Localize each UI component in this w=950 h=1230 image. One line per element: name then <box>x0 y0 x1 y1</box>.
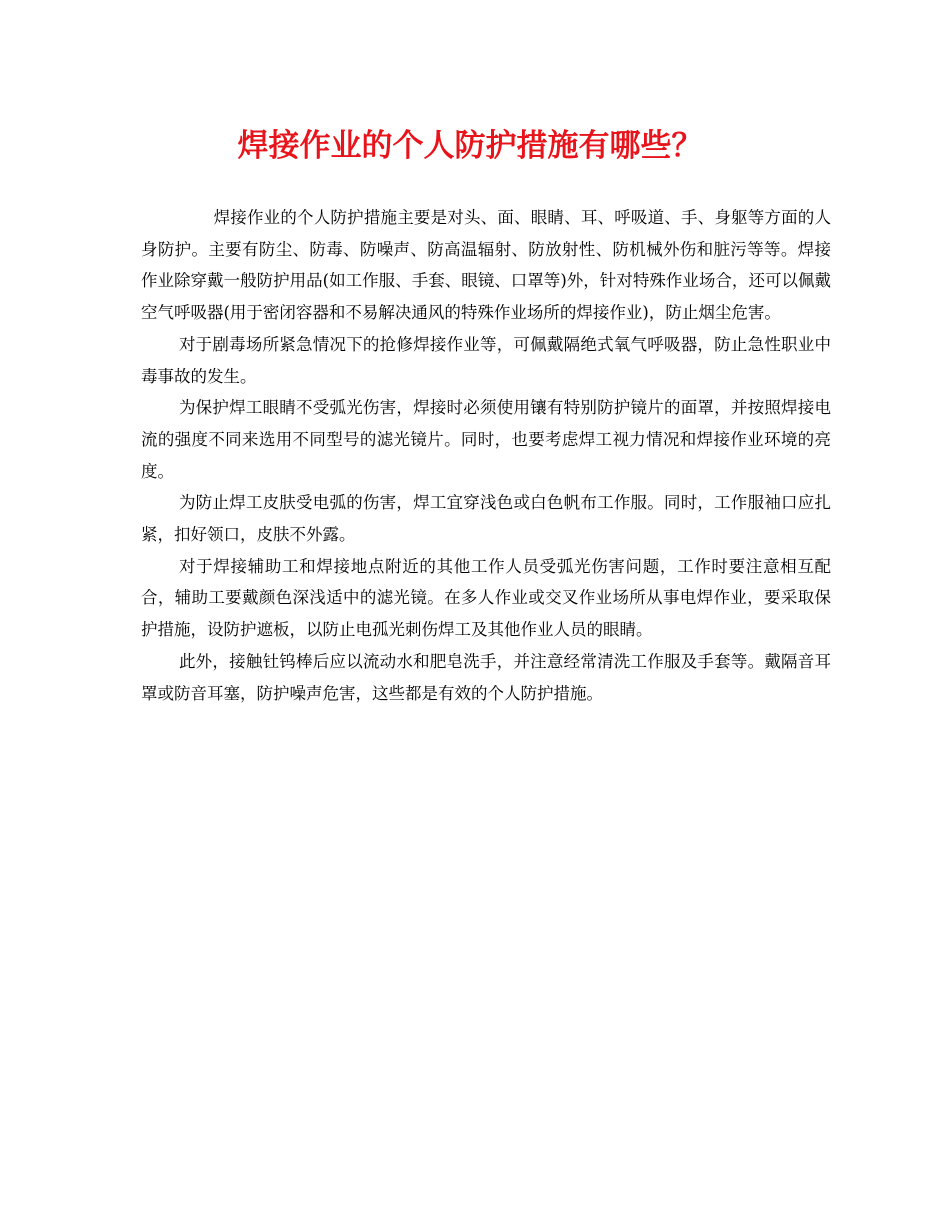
paragraph-4: 为防止焊工皮肤受电弧的伤害，焊工宜穿浅色或白色帆布工作服。同时，工作服袖口应扎紧，扣好领口，皮肤不外露。 <box>141 493 831 545</box>
paragraph-5: 对于焊接辅助工和焊接地点附近的其他工作人员受弧光伤害问题，工作时要注意相互配合，辅助工要戴颜色深浅适中的滤光镜。在多人作业或交叉作业场所从事电焊作业，要采取保护措施，设防护遮板，以防止电孤光刺伤焊工及其他作业人员的眼睛。 <box>141 556 831 640</box>
document-title: 焊接作业的个人防护措施有哪些？ <box>237 128 703 164</box>
paragraph-6: 此外，接触钍钨棒后应以流动水和肥皂洗手，并注意经常清洗工作服及手套等。戴隔音耳罩或防音耳塞，防护噪声危害，这些都是有效的个人防护措施。 <box>141 651 831 703</box>
paragraph-2: 对于剧毒场所紧急情况下的抢修焊接作业等，可佩戴隔绝式氧气呼吸器，防止急性职业中毒事故的发生。 <box>141 334 831 386</box>
paragraph-1: 焊接作业的个人防护措施主要是对头、面、眼睛、耳、呼吸道、手、身躯等方面的人身防护。主要有防尘、防毒、防噪声、防高温辐射、防放射性、防机械外伤和脏污等等。焊接作业除穿戴一般防护用品(如工作服、手套、眼镜、口罩等)外，针对特殊作业场合，还可以佩戴空气呼吸器(用于密闭容器和不易解决通风的特殊作业场所的焊接作业)，防止烟尘危害。 <box>141 208 831 323</box>
paragraph-3: 为保护焊工眼睛不受弧光伤害，焊接时必须使用镶有特别防护镜片的面罩，并按照焊接电流的强度不同来选用不同型号的滤光镜片。同时，也要考虑焊工视力情况和焊接作业环境的亮度。 <box>141 398 831 481</box>
document-body <box>141 202 831 709</box>
